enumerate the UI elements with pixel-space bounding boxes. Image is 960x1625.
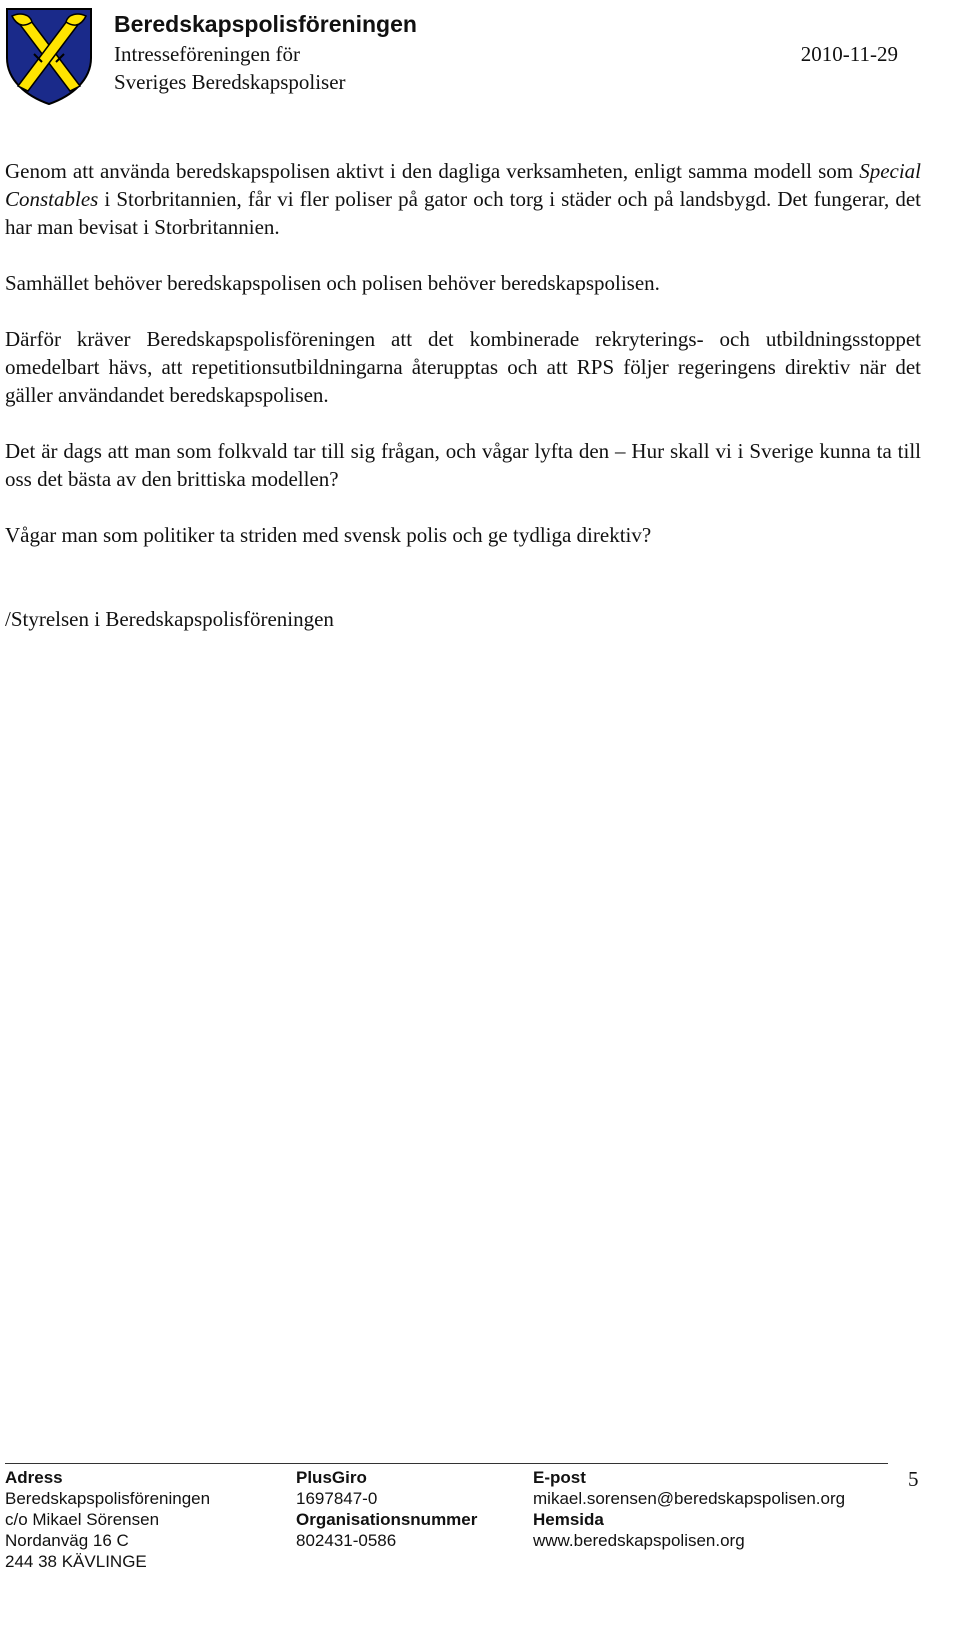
organization-name: Beredskapspolisföreningen [114, 11, 417, 37]
email-value[interactable]: mikael.sorensen@beredskapspolisen.org [533, 1489, 846, 1508]
signature: /Styrelsen i Beredskapspolisföreningen [5, 607, 334, 631]
address-line-4: 244 38 KÄVLINGE [5, 1552, 147, 1571]
organization-logo [4, 6, 94, 106]
paragraph-4: Det är dags att man som folkvald tar till sig frågan, och vågar lyfta den – Hur skall vi i Sverige kunna ta till oss det bästa av den brittiska modellen? [5, 439, 921, 491]
footer-contact-column [533, 1467, 845, 1551]
shield-crossed-swords-icon [4, 6, 94, 106]
paragraph-2: Samhället behöver beredskapspolisen och polisen behöver beredskapspolisen. [5, 271, 660, 295]
footer-registration-column [296, 1467, 477, 1551]
organization-subtitle-line-2: Sveriges Beredskapspoliser [114, 70, 346, 94]
paragraph-5: Vågar man som politiker ta striden med svensk polis och ge tydliga direktiv? [5, 523, 652, 547]
address-line-1: Beredskapspolisföreningen [5, 1489, 211, 1508]
paragraph-1 [5, 157, 921, 241]
document-date: 2010-11-29 [800, 42, 898, 66]
website-value[interactable]: www.beredskapspolisen.org [533, 1531, 745, 1550]
paragraph-1-start: Genom att använda beredskapspolisen aktivt i den dagliga verksamheten, enligt samma modell som [5, 159, 860, 183]
special-constables-term: Special Constables [5, 159, 921, 211]
address-line-3: Nordanväg 16 C [5, 1531, 129, 1550]
address-heading: Adress [5, 1468, 63, 1487]
plusgiro-heading: PlusGiro [296, 1468, 367, 1487]
letter-body [5, 157, 921, 661]
footer-address-column [5, 1467, 210, 1572]
email-heading: E-post [533, 1468, 586, 1487]
paragraph-1-end: i Storbritannien, får vi fler poliser på gator och torg i städer och på landsbygd. Det fungerar, det har man bevisat i Storbritannien. [5, 187, 921, 239]
organization-subtitle-line-1: Intresseföreningen för [114, 42, 301, 66]
plusgiro-value: 1697847-0 [296, 1489, 378, 1508]
address-line-2: c/o Mikael Sörensen [5, 1510, 160, 1529]
paragraph-3: Därför kräver Beredskapspolisföreningen att det kombinerade rekryterings- och utbildningsstoppet omedelbart hävs, att repetitionsutbildningarna återupptas och att RPS följer regeringens direktiv när det gäller användandet beredskapspolisen. [5, 327, 921, 407]
page-number: 5 [908, 1467, 919, 1491]
footer-divider [5, 1463, 888, 1464]
organization-number-heading: Organisationsnummer [296, 1510, 478, 1529]
organization-number-value: 802431-0586 [296, 1531, 397, 1550]
website-heading: Hemsida [533, 1510, 604, 1529]
